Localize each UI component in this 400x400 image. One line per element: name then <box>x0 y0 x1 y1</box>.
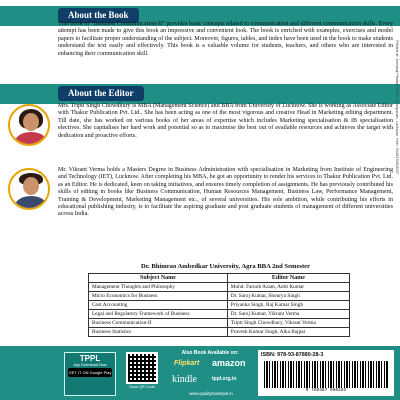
flipkart-logo: Flipkart <box>174 360 200 367</box>
app-download-text: App Download Now <box>73 363 107 367</box>
scan-qr-label: Scan QR Code <box>129 385 155 389</box>
editor-cell: Dr. Saroj Kumar, Vikrant Verma <box>227 310 349 319</box>
editor-cell: Priyanka Singh, Raj Kumar Singh <box>227 301 349 310</box>
table-row <box>89 301 350 310</box>
qr-code-icon <box>126 352 158 384</box>
subject-cell: Legal and Regulatory Framework of Business <box>89 310 228 319</box>
editor-bio-vikrant: Mr. Vikrant Verma holds a Masters Degree in Business Administration with specialisation in Marketing from Institute of Engineering and Technology (IET), Lucknow. After completing his MBA, he got an opportunity to render his services to Thakur Publication Pvt. Ltd. as an Editor. He is dedicated, keen on taking initiatives, and ensures timely completion of assignments. He has previously contributed his skills of editing in books like Business Communication, Human Resources Management, Business Law, Performance Management, Training & Development, Marketing Management etc., of several universities. His sole ambition, while contributing his efforts in educational publishing industry, is to facilitate the aspiring graduate and post graduate students of management of different universities across India. <box>58 167 393 218</box>
table-row <box>89 292 350 301</box>
header-subject: Subject Name <box>89 274 228 283</box>
table-header-row <box>89 274 350 283</box>
tppl-site-link[interactable]: tppl.org.in <box>212 376 237 382</box>
editor-cell: Dr. Saroj Kumar, Shourya Singh <box>227 292 349 301</box>
tppl-app-box[interactable] <box>64 352 116 396</box>
table-title: Dr. Bhimrao Ambedkar University, Agra BBA 2nd Semester <box>140 263 311 270</box>
table-row <box>89 283 350 292</box>
isbn-text: ISBN: 978-93-87880-28-3 <box>261 352 324 358</box>
subject-editor-table <box>88 273 350 337</box>
subject-cell: Business Statistics <box>89 328 228 337</box>
qr-code-block <box>124 352 160 389</box>
table-row <box>89 319 350 328</box>
editor-photo-vikrant <box>8 168 50 210</box>
kindle-logo: kindle <box>172 374 197 385</box>
editor-cell: Pravesh Kumar Singh, Alka Bajpai <box>227 328 349 337</box>
about-book-text: This book of “Business Communication-II” provides basic concepts related to communication and different communication skills. Every attempt has been made to give this book an impressive and convenient look. The book is enriched with examples, exercises and model papers to facilitate proper understanding of the subject. Moreover, figures, tables, and index have been used in the book to make students understand the text easily and effectively. This book is a valuable volume for students, teachers, and others who are interested in enhancing their communication skill. <box>58 21 393 57</box>
subject-cell: Cost Accounting <box>89 301 228 310</box>
editor-bio-tripti: Mrs. Tripti Singh Chowdhury is MBA (Management Science) and BBA from University of Lucknow. She is working as Associate Editor with Thakur Publication Pvt. Ltd.. She has been acting as one of the most vigorous and creative Head in Marketing editing department. Till date, she has worked on various books of her areas of expertise which includes Marketing specialisation & IB specialisation electives. She capitalises her hard work and potential so as to maximise the best out of available resources and achieves the target with dedication and proactive efforts. <box>58 103 393 139</box>
tppl-logo: TPPL <box>79 354 101 363</box>
table-row <box>89 328 350 337</box>
about-editor-heading: About the Editor <box>58 86 144 101</box>
barcode-number: 9 789387 880283 <box>305 388 347 393</box>
printer-info: Printed at: Jeevanji Printing Press, Jankipuram, Lucknow. Helo: 9335376806/07 <box>395 40 399 175</box>
subject-cell: Management Thoughts and Philosophy <box>89 283 228 292</box>
subject-cell: Business Communication-II <box>89 319 228 328</box>
editor-cell: Mohd. Faroob Azam, Amit Kumar <box>227 283 349 292</box>
isbn-box <box>258 350 394 396</box>
website-link[interactable]: www.qualitybookspot.in <box>189 391 233 396</box>
table-row <box>89 310 350 319</box>
amazon-logo: amazon <box>212 358 246 368</box>
barcode-icon <box>264 361 388 388</box>
google-play-badge[interactable]: GET IT ON Google Play <box>68 370 112 375</box>
about-book-heading: About the Book <box>58 8 139 23</box>
editor-cell: Tripti Singh Chowdhury, Vikrant Verma <box>227 319 349 328</box>
editor-photo-tripti <box>8 104 50 146</box>
subject-cell: Micro Economics for Business <box>89 292 228 301</box>
also-available-label: Also Book Available on: <box>181 350 239 356</box>
header-editor: Editor Name <box>227 274 349 283</box>
